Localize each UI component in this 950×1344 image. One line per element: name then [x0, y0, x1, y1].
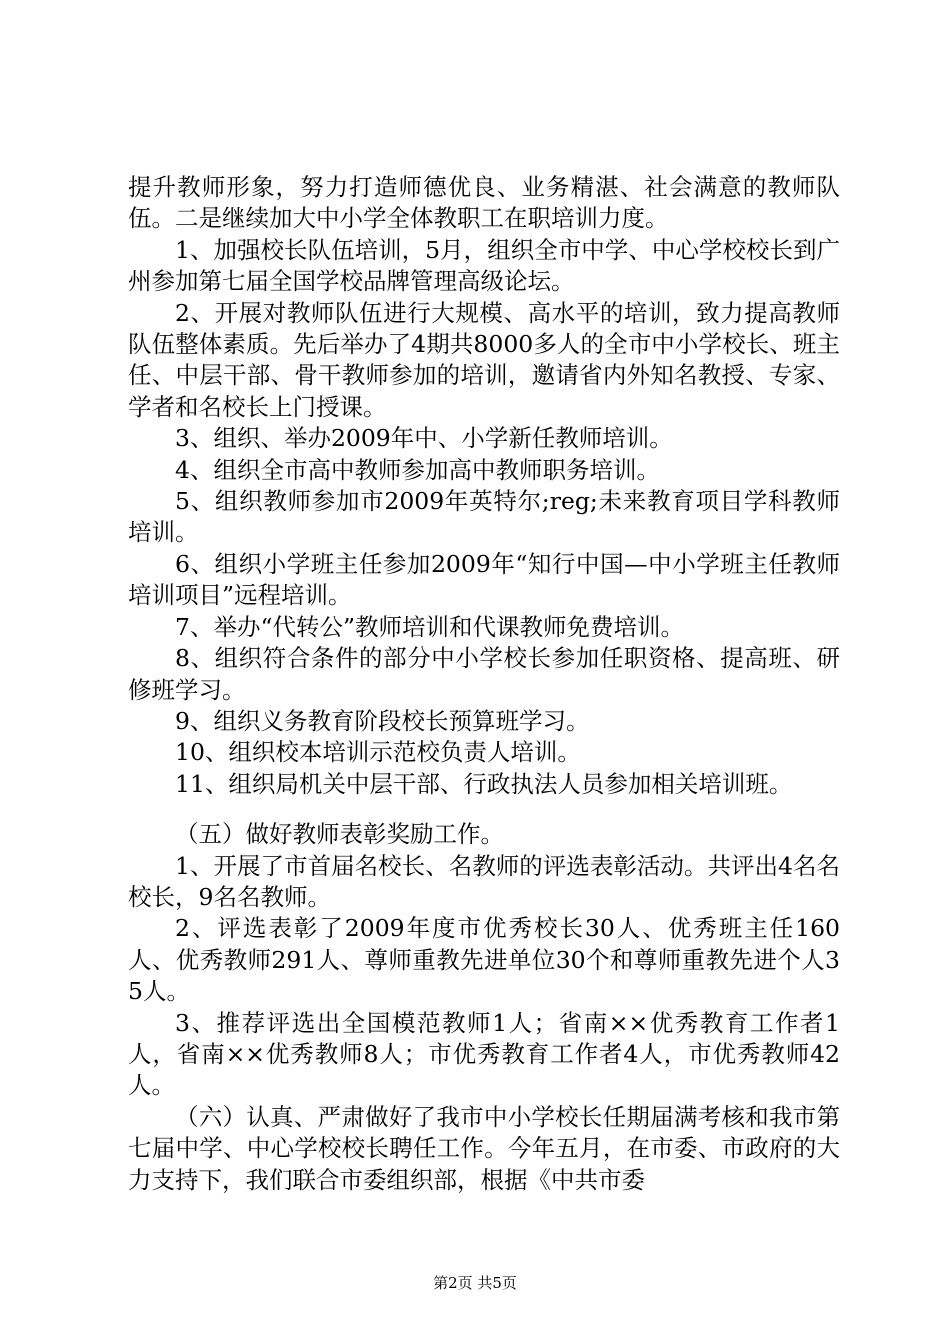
paragraph: （六）认真、严肃做好了我市中小学校长任期届满考核和我市第七届中学、中心学校校长聘任工作。今年五月，在市委、市政府的大力支持下，我们联合市委组织部，根据《中共市委 — [128, 1102, 840, 1194]
paragraph: 3、组织、举办2009年中、小学新任教师培训。 — [175, 424, 673, 453]
paragraph: 6、组织小学班主任参加2009年“知行中国—中小学班主任教师培训项目”远程培训。 — [128, 549, 840, 610]
paragraph: 7、举办“代转公”教师培训和代课教师免费培训。 — [175, 612, 684, 641]
paragraph: 2、开展对教师队伍进行大规模、高水平的培训，致力提高教师队伍整体素质。先后举办了4期共8000多人的全市中小学校长、班主任、中层干部、骨干教师参加的培训，邀请省内外知名教授、专家、学者和名校长上门授课。 — [128, 298, 840, 421]
paragraph: 11、组织局机关中层干部、行政执法人员参加相关培训班。 — [175, 769, 793, 798]
paragraph: 4、组织全市高中教师参加高中教师职务培训。 — [175, 455, 660, 484]
paragraph: 3、推荐评选出全国模范教师1人；省南××优秀教育工作者1人，省南××优秀教师8人；市优秀教育工作者4人，市优秀教师42人。 — [128, 1008, 840, 1100]
page-footer: 第2页 共5页 — [433, 1274, 517, 1292]
document-body — [128, 172, 840, 1196]
paragraph: 8、组织符合条件的部分中小学校长参加任职资格、提高班、研修班学习。 — [128, 644, 840, 704]
paragraph: 10、组织校本培训示范校负责人培训。 — [175, 738, 581, 767]
section-heading: （五）做好教师表彰奖励工作。 — [175, 820, 504, 849]
paragraph: 9、组织义务教育阶段校长预算班学习。 — [175, 706, 590, 735]
paragraph: 提升教师形象，努力打造师德优良、业务精湛、社会满意的教师队伍。二是继续加大中小学全体教职工在职培训力度。 — [128, 173, 840, 233]
paragraph: 1、开展了市首届名校长、名教师的评选表彰活动。共评出4名名校长，9名名教师。 — [128, 851, 840, 911]
paragraph: 2、评选表彰了2009年度市优秀校长30人、优秀班主任160人、优秀教师291人、尊师重教先进单位30个和尊师重教先进个人35人。 — [128, 914, 840, 1006]
paragraph: 1、加强校长队伍培训，5月，组织全市中学、中心学校校长到广州参加第七届全国学校品牌管理高级论坛。 — [128, 235, 840, 296]
paragraph: 5、组织教师参加市2009年英特尔;reg;未来教育项目学科教师培训。 — [128, 487, 840, 547]
